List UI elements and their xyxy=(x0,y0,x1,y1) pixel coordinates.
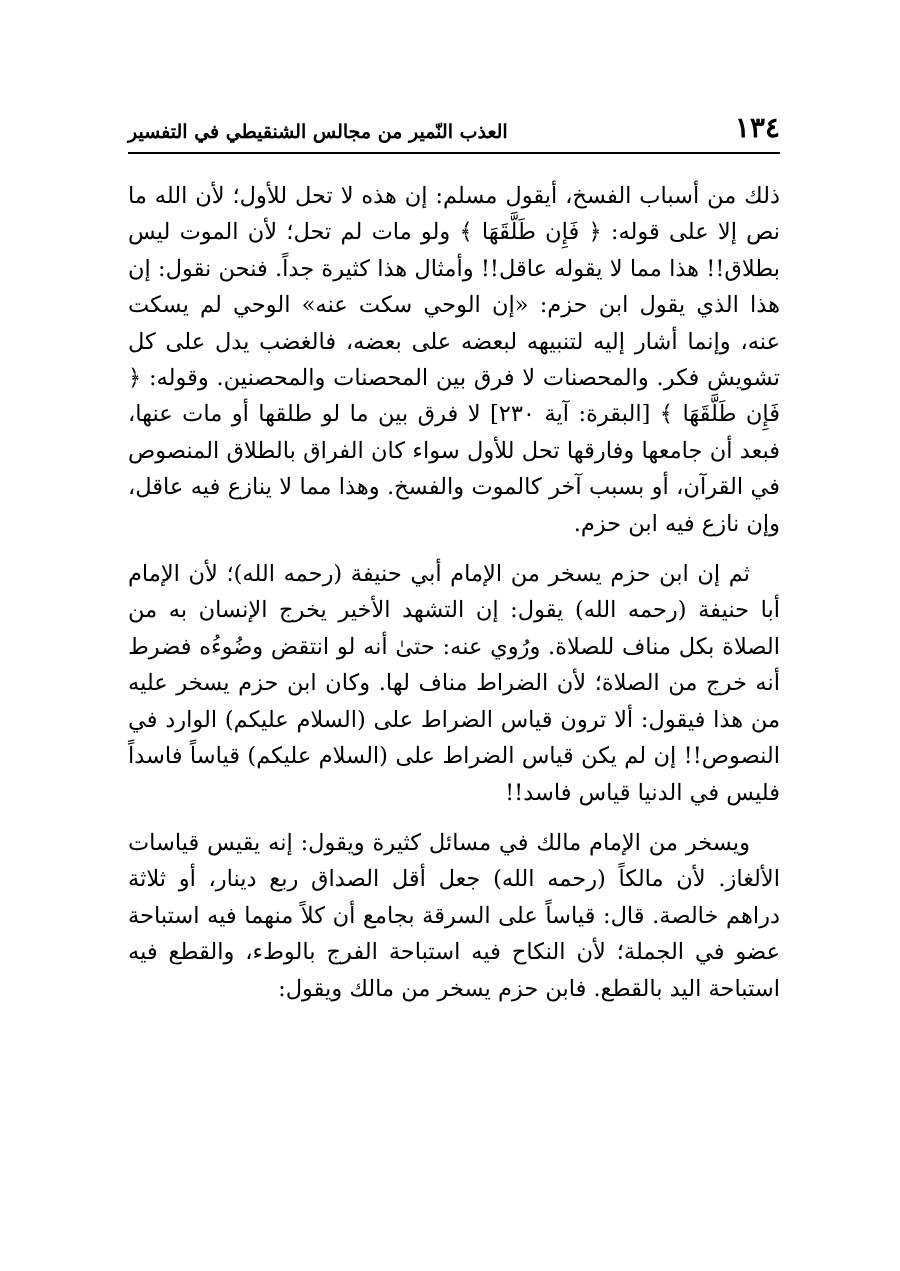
book-page xyxy=(128,108,780,1021)
page-header xyxy=(128,108,780,154)
paragraph-1: ذلك من أسباب الفسخ، أيقول مسلم: إن هذه لا تحل للأول؛ لأن الله ما نص إلا على قوله: ﴿ فَإِن طَلَّقَهَا ﴾ ولو مات لم تحل؛ لأن الموت ليس بطلاق!! هذا مما لا يقوله عاقل!! وأمثال هذا كثيرة جداً. فنحن نقول: إن هذا الذي يقول ابن حزم: «إن الوحي سكت عنه» الوحي لم يسكت عنه، وإنما أشار إليه لتنبيهه لبعضه على بعضه، فالغضب يدل على كل تشويش فكر. والمحصنات لا فرق بين المحصنات والمحصنين. وقوله: ﴿ فَإِن طَلَّقَهَا ﴾ [البقرة: آية ٢٣٠] لا فرق بين ما لو طلقها أو مات عنها، فبعد أن جامعها وفارقها تحل للأول سواء كان الفراق بالطلاق المنصوص في القرآن، أو بسبب آخر كالموت والفسخ. وهذا مما لا ينازع فيه عاقل، وإن نازع فيه ابن حزم. xyxy=(128,183,780,537)
running-title: العذب النّمير من مجالس الشنقيطي في التفسير xyxy=(128,121,508,143)
paragraph-2: ثم إن ابن حزم يسخر من الإمام أبي حنيفة (رحمه الله)؛ لأن الإمام أبا حنيفة (رحمه الله) يقول: إن التشهد الأخير يخرج الإنسان به من الصلاة بكل مناف للصلاة. ورُوي عنه: حتىٰ أنه لو انتقض وضُوءُه فضرط أنه خرج من الصلاة؛ لأن الضراط مناف لها. وكان ابن حزم يسخر عليه من هذا فيقول: ألا ترون قياس الضراط على (السلام عليكم) الوارد في النصوص!! إن لم يكن قياس الضراط على (السلام عليكم) قياساً فاسداً فليس في الدنيا قياس فاسد!! xyxy=(128,561,780,806)
page-number: ١٣٤ xyxy=(734,111,780,144)
paragraph-3: ويسخر من الإمام مالك في مسائل كثيرة ويقول: إنه يقيس قياسات الألغاز. لأن مالكاً (رحمه الله) جعل أقل الصداق ربع دينار، أو ثلاثة دراهم خالصة. قال: قياساً على السرقة بجامع أن كلاً منهما فيه استباحة عضو في الجملة؛ لأن النكاح فيه استباحة الفرج بالوطء، والقطع فيه استباحة اليد بالقطع. فابن حزم يسخر من مالك ويقول: xyxy=(128,829,780,1002)
body-text xyxy=(128,178,780,1007)
